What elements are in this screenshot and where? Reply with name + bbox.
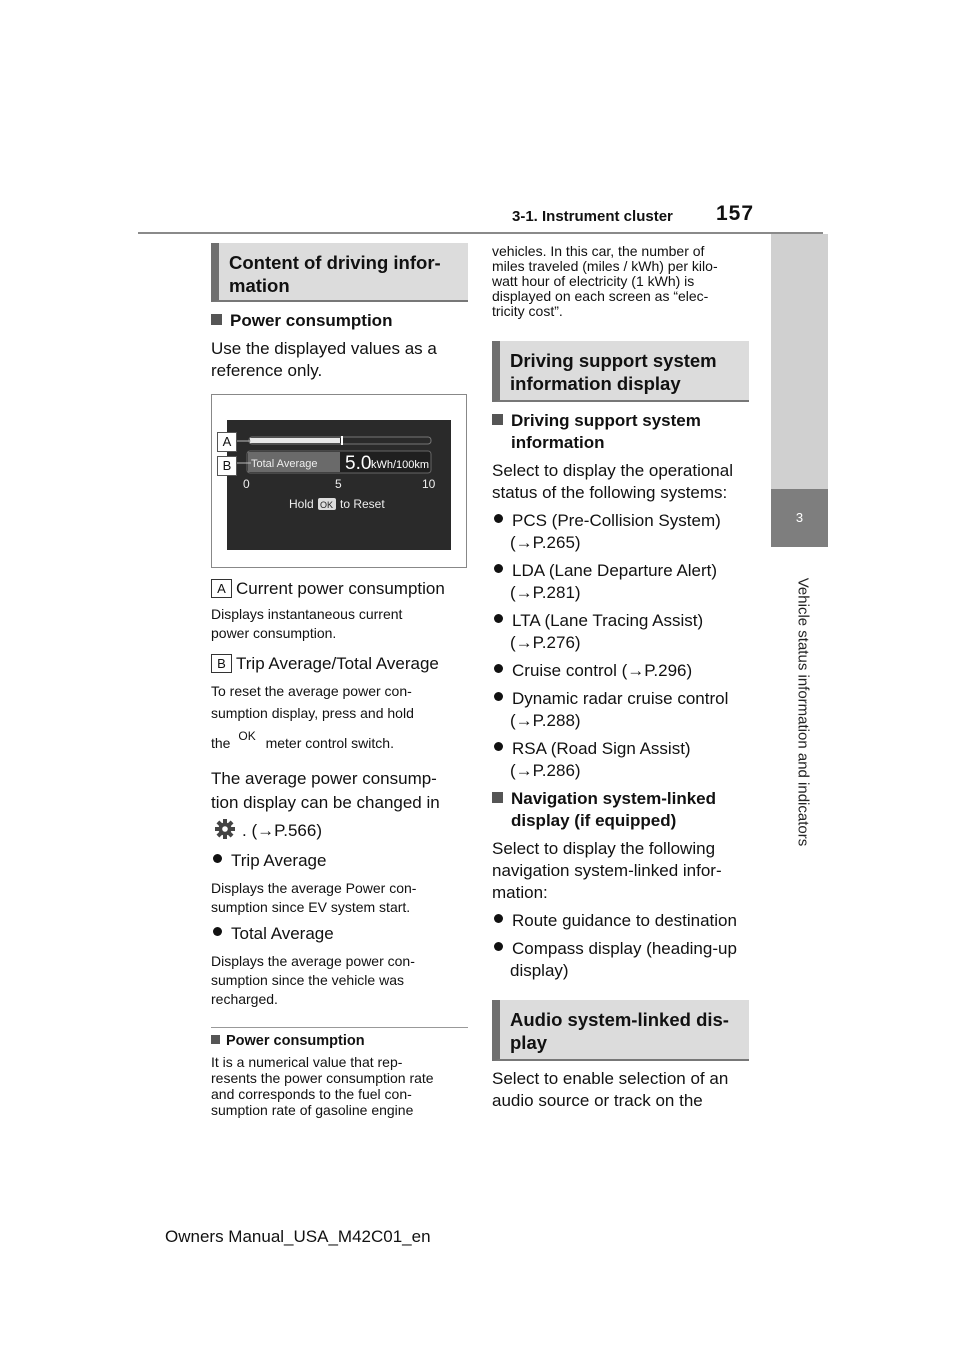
bullet-dot bbox=[213, 927, 222, 936]
item-b-title-row bbox=[211, 653, 439, 674]
meter-display bbox=[227, 420, 451, 550]
subheading-text: Driving support system bbox=[511, 411, 701, 430]
select-text: mation: bbox=[492, 883, 548, 902]
bullet-trip-average bbox=[213, 850, 326, 871]
item-b-desc: To reset the average power con- bbox=[211, 683, 412, 699]
heading-line: Audio system-linked dis- bbox=[510, 1009, 729, 1030]
heading-line: information display bbox=[510, 373, 681, 394]
hold-text: Hold bbox=[289, 497, 314, 511]
bullet-dot bbox=[494, 692, 503, 701]
bullet-text: Total Average bbox=[231, 924, 334, 943]
bullet-pcs bbox=[494, 510, 721, 531]
footer-manual-id: Owners Manual_USA_M42C01_en bbox=[165, 1227, 431, 1246]
bullet-text: RSA (Road Sign Assist) bbox=[512, 739, 691, 758]
bullet-ref: (→P.286) bbox=[510, 761, 581, 780]
subheading-driving-support bbox=[492, 410, 701, 432]
square-bullet-icon bbox=[211, 314, 222, 325]
bullet-route bbox=[494, 910, 737, 931]
bullet-dot bbox=[494, 914, 503, 923]
continued-line: tricity cost”. bbox=[492, 303, 563, 319]
trip-desc: Displays the average Power con- bbox=[211, 880, 417, 896]
continued-line: displayed on each screen as “elec- bbox=[492, 288, 709, 304]
meter-display-graphic bbox=[227, 420, 451, 550]
subheading-power-consumption bbox=[211, 310, 392, 332]
continued-line: vehicles. In this car, the number of bbox=[492, 243, 705, 259]
figure-label-b: B bbox=[217, 456, 237, 476]
chapter-number-tab: 3 bbox=[771, 489, 828, 547]
note-heading bbox=[211, 1033, 365, 1049]
trip-desc: sumption since EV system start. bbox=[211, 899, 411, 915]
total-desc: recharged. bbox=[211, 991, 278, 1007]
mode-label: Total Average bbox=[251, 458, 318, 470]
continued-line: watt hour of electricity (1 kWh) is bbox=[492, 273, 695, 289]
select-text: audio source or track on the bbox=[492, 1091, 703, 1110]
total-desc: Displays the average power con- bbox=[211, 953, 415, 969]
subheading-text: Power consumption bbox=[230, 311, 393, 330]
item-a-title-row bbox=[211, 578, 445, 599]
note-line: sumption rate of gasoline engine bbox=[211, 1102, 414, 1118]
bullet-drcc bbox=[494, 688, 728, 709]
bullet-text: Cruise control (→P.296) bbox=[512, 661, 693, 680]
bullet-text: Route guidance to destination bbox=[512, 911, 737, 930]
scale-min: 0 bbox=[243, 477, 250, 491]
subheading-navigation bbox=[492, 788, 716, 810]
select-text: navigation system-linked infor- bbox=[492, 861, 722, 880]
bullet-ref: (→P.276) bbox=[510, 633, 581, 652]
reset-text: to Reset bbox=[340, 497, 385, 511]
consumption-value: 5.0 bbox=[345, 453, 372, 474]
item-b-desc-the: the bbox=[211, 735, 231, 751]
select-text: Select to display the operational bbox=[492, 461, 733, 480]
bullet-dot bbox=[213, 854, 222, 863]
bullet-lta bbox=[494, 610, 703, 631]
ok-switch-icon: OK bbox=[238, 729, 256, 743]
bullet-ref: (→P.265) bbox=[510, 533, 581, 552]
scale-mid: 5 bbox=[335, 477, 342, 491]
bullet-rsa bbox=[494, 738, 691, 759]
bullet-continued: display) bbox=[510, 961, 569, 980]
consumption-unit: kWh/100km bbox=[371, 459, 430, 471]
label-a-box: A bbox=[211, 579, 232, 598]
heading-driving-support bbox=[492, 341, 749, 402]
bullet-text: Dynamic radar cruise control bbox=[512, 689, 729, 708]
bullet-dot bbox=[494, 742, 503, 751]
figure-label-a: A bbox=[217, 432, 237, 452]
heading-line: play bbox=[510, 1032, 548, 1053]
item-a-desc: power consumption. bbox=[211, 625, 337, 641]
item-b-title: Trip Average/Total Average bbox=[236, 654, 439, 673]
bullet-text: Compass display (heading-up bbox=[512, 939, 737, 958]
heading-line: mation bbox=[229, 275, 290, 296]
side-tab-top bbox=[771, 234, 828, 489]
item-b-desc-row bbox=[211, 729, 394, 753]
bullet-text: LTA (Lane Tracing Assist) bbox=[512, 611, 704, 630]
label-leader-lines bbox=[237, 436, 251, 466]
ok-text: OK bbox=[320, 500, 334, 510]
bullet-dot bbox=[494, 942, 503, 951]
heading-content-driving-info bbox=[211, 243, 468, 302]
bullet-lda bbox=[494, 560, 717, 581]
gear-icon bbox=[214, 818, 236, 840]
subheading-text: information bbox=[511, 433, 605, 452]
label-b-box: B bbox=[211, 654, 232, 673]
bullet-dot bbox=[494, 664, 503, 673]
square-bullet-icon bbox=[211, 1035, 220, 1044]
change-text-ref: . (→P.566) bbox=[242, 821, 323, 840]
header-rule bbox=[138, 232, 823, 234]
bullet-dot bbox=[494, 614, 503, 623]
square-bullet-icon bbox=[492, 792, 503, 803]
change-text-row bbox=[211, 818, 322, 841]
chapter-title-vertical: Vehicle status information and indicators bbox=[794, 577, 812, 847]
item-a-desc: Displays instantaneous current bbox=[211, 606, 403, 622]
bullet-text: LDA (Lane Departure Alert) bbox=[512, 561, 718, 580]
bullet-ref: (→P.281) bbox=[510, 583, 581, 602]
bullet-total-average bbox=[213, 923, 334, 944]
note-line: resents the power consumption rate bbox=[211, 1070, 434, 1086]
intro-line: Use the displayed values as a bbox=[211, 339, 437, 358]
total-desc: sumption since the vehicle was bbox=[211, 972, 404, 988]
bullet-text: Trip Average bbox=[231, 851, 327, 870]
intro-line: reference only. bbox=[211, 361, 323, 380]
consumption-bar-fill bbox=[250, 438, 340, 443]
select-text: Select to enable selection of an bbox=[492, 1069, 729, 1088]
bullet-compass bbox=[494, 938, 737, 959]
select-text: Select to display the following bbox=[492, 839, 716, 858]
heading-line: Content of driving infor- bbox=[229, 252, 441, 273]
item-a-title: Current power consumption bbox=[236, 579, 445, 598]
bullet-text: PCS (Pre-Collision System) bbox=[512, 511, 721, 530]
bullet-ref: (→P.288) bbox=[510, 711, 581, 730]
subheading-text: Navigation system-linked bbox=[511, 789, 717, 808]
subheading-text: display (if equipped) bbox=[511, 811, 677, 830]
continued-line: miles traveled (miles / kWh) per kilo- bbox=[492, 258, 718, 274]
bullet-dot bbox=[494, 564, 503, 573]
select-text: status of the following systems: bbox=[492, 483, 728, 502]
change-text: The average power consump- bbox=[211, 769, 437, 788]
item-b-desc: sumption display, press and hold bbox=[211, 705, 414, 721]
page-number: 157 bbox=[716, 202, 755, 225]
section-title: 3-1. Instrument cluster bbox=[512, 208, 673, 225]
bullet-cruise bbox=[494, 660, 692, 681]
scale-max: 10 bbox=[422, 477, 436, 491]
note-line: It is a numerical value that rep- bbox=[211, 1054, 403, 1070]
heading-line: Driving support system bbox=[510, 350, 717, 371]
note-line: and corresponds to the fuel con- bbox=[211, 1086, 412, 1102]
square-bullet-icon bbox=[492, 414, 503, 425]
note-divider bbox=[211, 1027, 468, 1028]
note-heading-text: Power consumption bbox=[226, 1033, 365, 1049]
bullet-dot bbox=[494, 514, 503, 523]
heading-audio-system bbox=[492, 1000, 749, 1061]
change-text: tion display can be changed in bbox=[211, 793, 440, 812]
item-b-desc-switch: meter control switch. bbox=[265, 735, 394, 751]
